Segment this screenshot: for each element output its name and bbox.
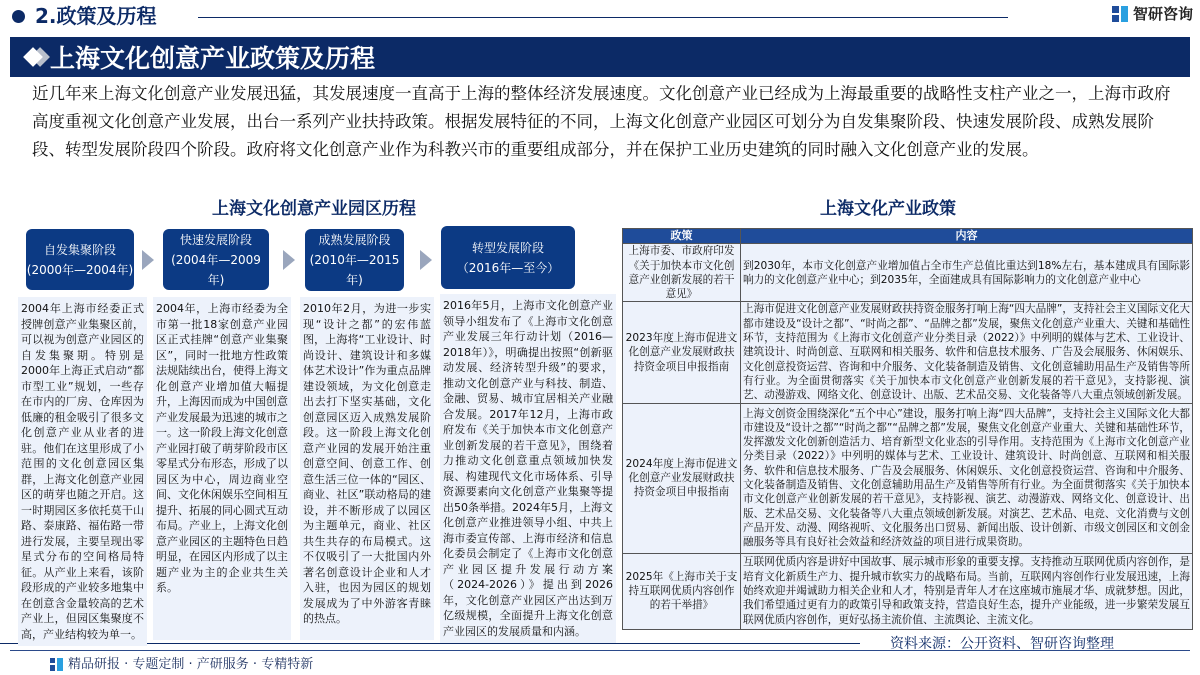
stage-description-2: 2004年，上海市经委为全市第一批18家创意产业园区正式挂牌“创意产业集聚区”，同时一批地方性政策法规陆续出台，使得上海文化创意产业增加值大幅提升，上海因而成为中国创意产业发展最为迅速的城市之一。这一阶段上海文化创意产业园打破了萌芽阶段市区零星式分布形态，形成了以园区为中心，周边商业空间、文化休闲娱乐空间相互提升、拓展的同心圆式互动布局。产业上，上海文化创意产业园区的主题特色日趋明显，在园区内形成了以主题产业为主的企业共生关系。	[153, 297, 291, 640]
table-row	[623, 302, 1193, 403]
stage-name: 自发集聚阶段	[43, 242, 116, 257]
policy-content: 到2030年，本市文化创意产业增加值占全市生产总值比重达到18%左右，基本建成具有国际影响力的文化创意产业中心；到2035年，全面建成具有国际影响力的文化创意产业中心	[741, 244, 1193, 302]
section-heading	[12, 4, 157, 28]
policy-content: 互联网优质内容是讲好中国故事、展示城市形象的重要支撑。支持推动互联网优质内容创作，是培育文化新质生产力、提升城市软实力的战略布局。当前，互联网内容创作行业发展迅速，上海始终欢迎并竭诚助力相关企业和人才，特别是青年人才在这座城市施展才华、成就梦想。因此，我们希望通过更有力的政策引导和政策支持，营造良好生态，提升产业能级，进一步繁荣发展互联网优质内容创作，更好弘扬主流价值、主流舆论、主流文化。	[741, 553, 1193, 629]
arrow-right-icon	[142, 250, 154, 270]
logo-icon	[1112, 6, 1128, 22]
policy-name: 2025年《上海市关于支持互联网优质内容创作的若干举措》	[623, 553, 741, 629]
intro-paragraph: 近几年来上海文化创意产业发展迅猛，其发展速度一直高于上海的整体经济发展速度。文化创意产业已经成为上海最重要的战略性支柱产业之一，上海市政府高度重视文化创意产业发展，出台一系列产业扶持政策。根据发展特征的不同，上海文化创意产业园区可划分为自发集聚阶段、快速发展阶段、成熟发展阶段、转型发展阶段四个阶段。政府将文化创意产业作为科教兴市的重要组成部分，并在保护工业历史建筑的同时融入文化创意产业的发展。	[32, 84, 1171, 159]
table-header	[623, 229, 1193, 244]
policy-name: 2023年度上海市促进文化创意产业发展财政扶持资金项目申报指南	[623, 302, 741, 403]
header-content: 内容	[741, 229, 1193, 244]
stage-period: (2010年—2015年)	[309, 253, 400, 287]
header-policy: 政策	[623, 229, 741, 244]
stage-description-3: 2010年2月，为进一步实现“设计之都”的宏伟蓝图，上海将“工业设计、时尚设计、建筑设计和多媒体艺术设计”作为重点品牌建设领域，为文化创意走出去打下坚实基础，文化创意园区迈入成熟发展阶段。这一阶段上海文化创意产业园的发展开始注重创意空间、创意工作、创意生活三位一体的“园区、商业、社区”联动格局的建设，并不断形成了以园区为主题单元，商业、社区共生共存的布局模式。这不仅吸引了一大批国内外著名创意设计企业和人才入驻，也因为园区的规划发展成为了中外游客青睐的热点。	[300, 297, 434, 640]
stage-box-4	[441, 226, 575, 289]
stage-box-1	[26, 229, 134, 290]
arrow-right-icon	[283, 250, 295, 270]
source-note: 资料来源：公开资料、智研咨询整理	[890, 636, 1114, 652]
logo-icon	[50, 658, 63, 671]
policy-content: 上海市促进文化创意产业发展财政扶持资金服务打响上海“四大品牌”，支持社会主义国际文化大都市建设及“设计之都”、“时尚之都”、“品牌之都”发展，聚焦文化创意产业重大、关键和基础性环节，支持范围为《上海市文化创意产业分类目录（2022）》中列明的媒体与艺术、工业设计、建筑设计、时尚创意、互联网和相关服务、软件和信息技术服务、广告及会展服务、休闲娱乐、文化创意投资运营、咨询和中介服务、文化装备制造及销售、文化创意辅助用品生产及销售等所有行业。为全面贯彻落实《关于加快本市文化创意产业创新发展的若干意见》，支持影视、演艺、动漫游戏、网络文化、创意设计、出版、艺术品交易、文化装备等八大重点领域创新发展。	[741, 302, 1193, 403]
section-label: 2.政策及历程	[35, 4, 157, 28]
logo-text: 智研咨询	[1133, 5, 1194, 23]
stage-box-3	[305, 229, 404, 291]
stage-description-4: 2016年5月，上海市文化创意产业领导小组发布了《上海市文化创意产业发展三年行动计划（2016—2018年）》，明确提出按照“创新驱动发展、经济转型升级”的要求，推动文化创意产业与科技、制造、金融、贸易、城市宜居相关产业融合发展。2017年12月，上海市政府发布《关于加快本市文化创意产业创新发展的若干意见》，围绕着力推动文化创意重点领域加快发展、构建现代文化市场体系、引导资源要素向文化创意产业集聚等提出50条举措。2024年5月，上海文化创意产业推进领导小组、中共上海市委宣传部、上海市经济和信息化委员会制定了《上海市文化创意产业园区提升发展行动方案（2024-2026）》提出到2026年，文化创意产业园区产出达到万亿级规模，全面提升上海文化创意产业园区的发展质量和内涵。	[440, 294, 616, 643]
policy-table	[622, 228, 1193, 630]
stage-description-1: 2004年上海市经委正式授牌创意产业集聚区前，可以视为创意产业园区的自发集聚期。特别是2000年上海正式启动“都市型工业”规划，一些存在市内的厂房、仓库因为低廉的租金吸引了很多文化创意产业从业者的进驻。他们在这里形成了小范围的文化创意园区集群，上海文化创意产业园区的萌芽也随之开启。这一时期园区多依托莫干山路、泰康路、福佑路一带进行发展，主要呈现出零星式分布的空间格局特征。从产业上来看，该阶段形成的产业较多地集中在创意含金量较高的艺术产业上，但园区集聚度不高，产业结构较为单一。	[18, 297, 147, 646]
stage-period: (2004年—2009年)	[171, 252, 261, 287]
arrow-right-icon	[420, 250, 432, 270]
brand-logo	[1112, 3, 1193, 25]
page-title: 上海文化创意产业政策及历程	[50, 44, 376, 73]
diamond-icon	[23, 47, 43, 67]
policy-name: 上海市委、市政府印发《关于加快本市文化创意产业创新发展的若干意见》	[623, 244, 741, 302]
table-row	[623, 244, 1193, 302]
stage-name: 转型发展阶段（2016年—至今）	[456, 241, 560, 275]
history-title: 上海文化创意产业园区历程	[212, 199, 416, 219]
divider	[198, 17, 1008, 18]
bullet-icon	[12, 10, 25, 23]
policy-content: 上海文创资金围绕深化“五个中心”建设，服务打响上海“四大品牌”，支持社会主义国际文化大都市建设及“设计之都”“时尚之都”“品牌之都”发展，聚焦文化创意产业重大、关键和基础性环节，发挥激发文化创新创造活力、培育新型文化业态的引导作用。支持范围为《上海市文化创意产业分类目录（2022）》中列明的媒体与艺术、工业设计、建筑设计、时尚创意、互联网和相关服务、软件和信息技术服务、广告及会展服务、休闲娱乐、文化创意投资运营、咨询和中介服务、文化装备制造及销售、文化创意辅助用品生产及销售等所有行业。为全面贯彻落实《关于加快本市文化创意产业创新发展的若干意见》，支持影视、演艺、动漫游戏、网络文化、创意设计、出版、艺术品交易、文化装备等八大重点领域创新发展。对演艺、艺术品、电竞、文化消费与文创产品开发、动漫、网络视听、文化服务出口贸易、新闻出版、设计创新、市级文创园区和文创金融服务等具有良好社会效益和经济效益的项目进行成果资助。	[741, 403, 1193, 553]
stage-period: (2000年—2004年)	[26, 262, 134, 277]
footer	[50, 656, 313, 673]
policy-title: 上海文化产业政策	[820, 199, 956, 219]
stage-name: 成熟发展阶段	[318, 233, 391, 247]
table-row	[623, 403, 1193, 553]
stage-name: 快速发展阶段	[179, 232, 252, 247]
footer-text: 精品研报 · 专题定制 · 产研服务 · 专精特新	[68, 657, 314, 672]
policy-name: 2024年度上海市促进文化创意产业发展财政扶持资金项目申报指南	[623, 403, 741, 553]
table-row	[623, 553, 1193, 629]
stage-box-2	[163, 229, 269, 290]
title-bar	[10, 37, 1190, 77]
